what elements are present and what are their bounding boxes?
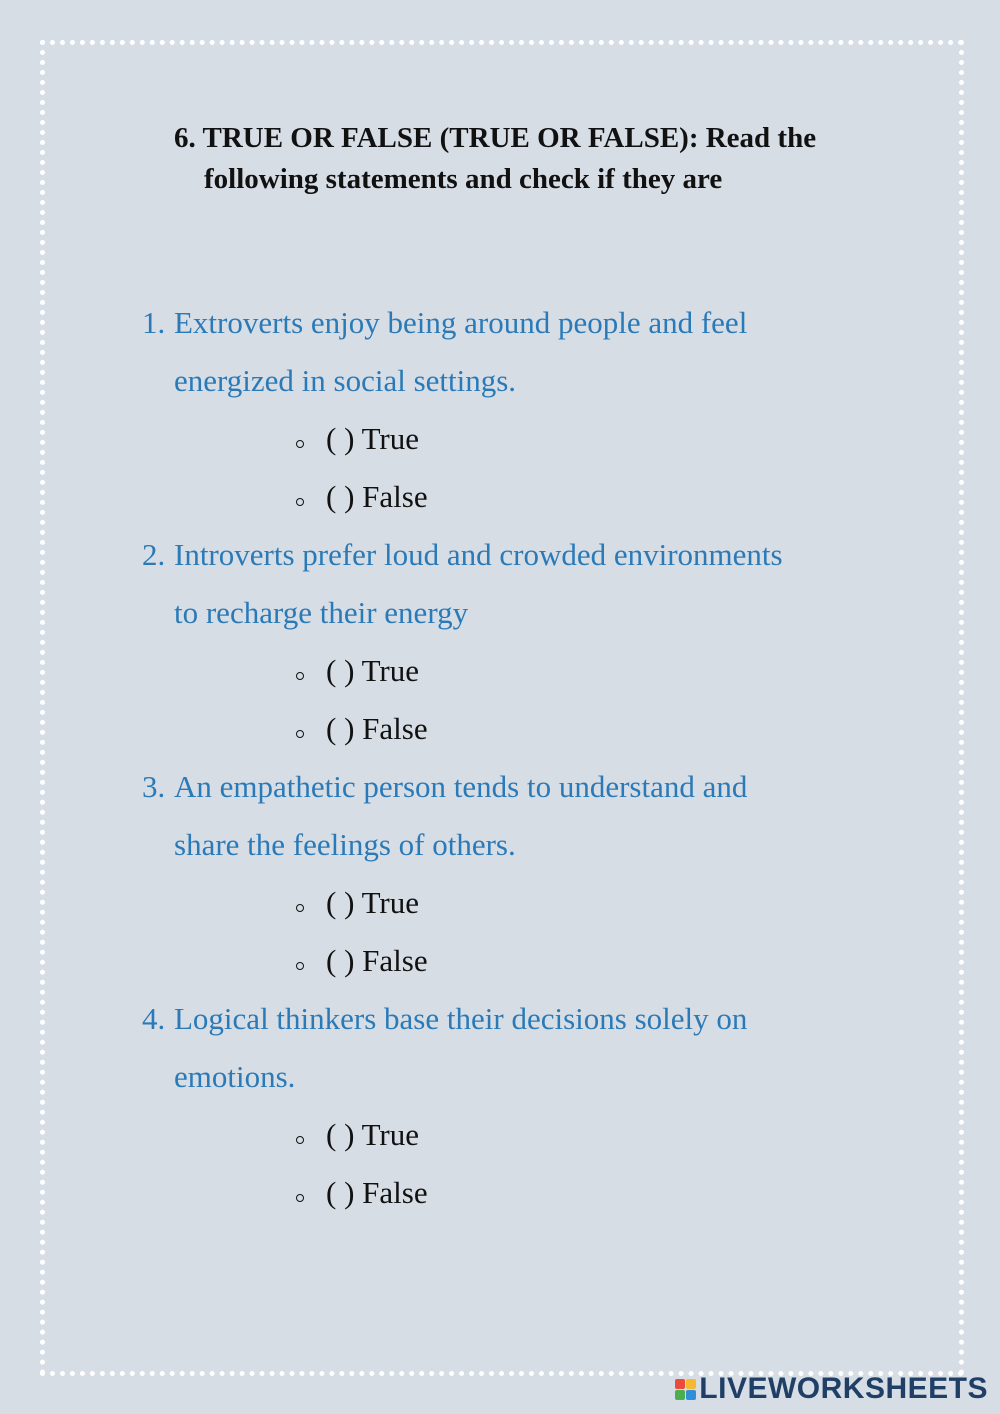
option-true[interactable] — [296, 642, 419, 700]
option-false[interactable] — [296, 1164, 428, 1222]
question-text-line2: to recharge their energy — [174, 595, 469, 630]
question-text-line2: share the feelings of others. — [174, 827, 516, 862]
option-label: ( ) True — [326, 885, 420, 920]
bullet-icon — [296, 1194, 304, 1202]
question-text-line1: Introverts prefer loud and crowded environments — [174, 537, 783, 572]
bullet-icon — [296, 440, 304, 448]
question-4 — [142, 990, 862, 1106]
bullet-icon — [296, 904, 304, 912]
option-true[interactable] — [296, 874, 419, 932]
exercise-title-line1: TRUE OR FALSE (TRUE OR FALSE): Read the — [202, 122, 817, 154]
option-label: ( ) False — [326, 1175, 428, 1210]
exercise-number: 6. — [174, 122, 196, 154]
question-text-line2: emotions. — [174, 1059, 296, 1094]
exercise-heading — [174, 118, 874, 200]
question-number: 3. — [142, 769, 166, 804]
question-number: 4. — [142, 1001, 166, 1036]
bullet-icon — [296, 498, 304, 506]
option-false[interactable] — [296, 932, 428, 990]
option-true[interactable] — [296, 1106, 419, 1164]
question-number: 2. — [142, 537, 166, 572]
question-text-line1: Extroverts enjoy being around people and feel — [174, 305, 748, 340]
question-text-line1: An empathetic person tends to understand and — [174, 769, 748, 804]
bullet-icon — [296, 962, 304, 970]
liveworksheets-logo[interactable] — [675, 1372, 988, 1406]
option-true[interactable] — [296, 410, 419, 468]
exercise-title-line2: following statements and check if they are — [204, 163, 723, 195]
logo-mark-icon — [675, 1379, 696, 1400]
question-text-line1: Logical thinkers base their decisions solely on — [174, 1001, 748, 1036]
logo-text: LIVEWORKSHEETS — [699, 1372, 988, 1405]
option-label: ( ) False — [326, 943, 428, 978]
bullet-icon — [296, 672, 304, 680]
option-label: ( ) True — [326, 1117, 420, 1152]
question-1 — [142, 294, 862, 410]
option-false[interactable] — [296, 700, 428, 758]
question-3 — [142, 758, 862, 874]
option-label: ( ) False — [326, 711, 428, 746]
option-label: ( ) True — [326, 653, 420, 688]
option-label: ( ) False — [326, 479, 428, 514]
option-label: ( ) True — [326, 421, 420, 456]
question-2 — [142, 526, 862, 642]
option-false[interactable] — [296, 468, 428, 526]
page-border — [40, 40, 964, 1376]
question-text-line2: energized in social settings. — [174, 363, 517, 398]
bullet-icon — [296, 1136, 304, 1144]
bullet-icon — [296, 730, 304, 738]
question-number: 1. — [142, 305, 166, 340]
